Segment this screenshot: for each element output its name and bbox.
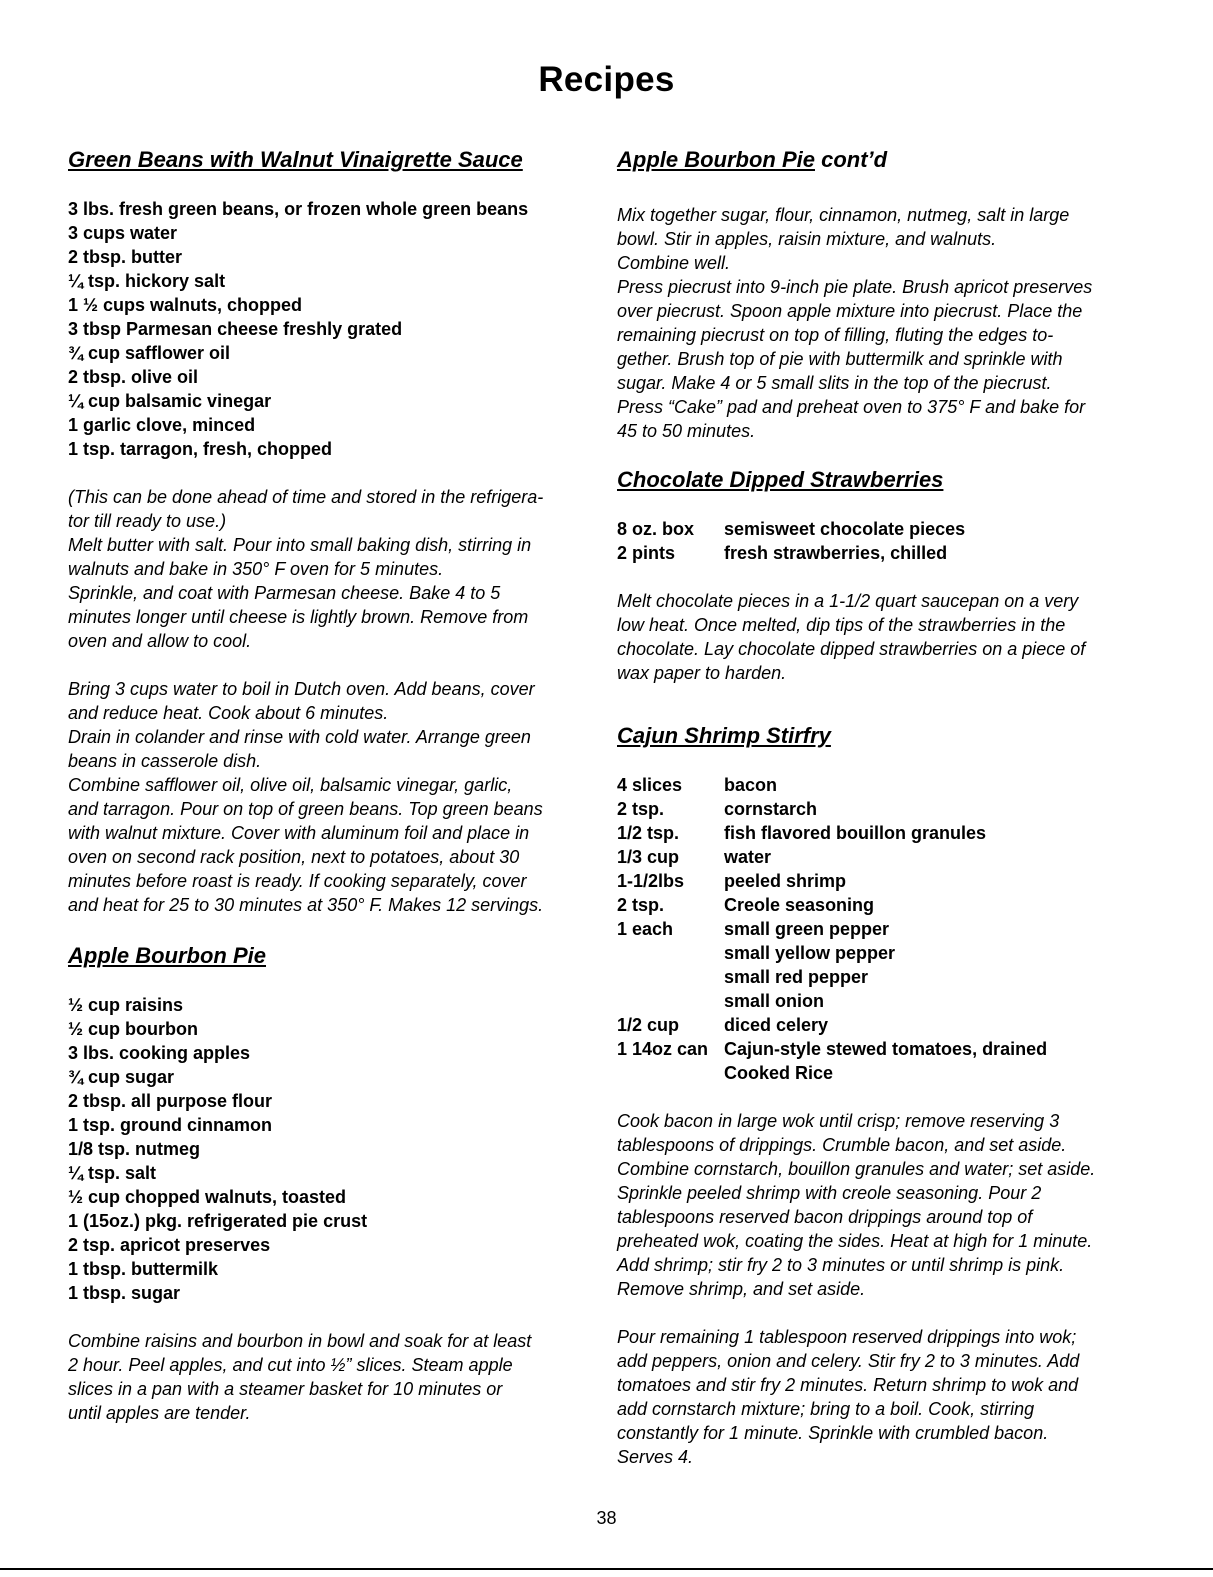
ingredient-item: ¼ cup balsamic vinegar xyxy=(68,391,272,411)
ingredient-quantity: 4 slices xyxy=(617,775,683,795)
ingredient-name: semisweet chocolate pieces xyxy=(724,519,966,539)
instruction-line: remaining piecrust on top of filling, fluting the edges to- xyxy=(617,325,1054,345)
instructions-paragraph xyxy=(68,677,598,917)
ingredient-quantity xyxy=(617,965,724,989)
ingredient-item: 3 cups water xyxy=(68,223,178,243)
ingredient-row xyxy=(617,797,1047,821)
ingredient-item: 1/8 tsp. nutmeg xyxy=(68,1139,201,1159)
instruction-line: Sprinkle, and coat with Parmesan cheese. Bake 4 to 5 xyxy=(68,583,501,603)
instruction-line: Combine raisins and bourbon in bowl and soak for at least xyxy=(68,1331,532,1351)
instruction-line: add cornstarch mixture; bring to a boil. Cook, stirring xyxy=(617,1399,1035,1419)
ingredient-row xyxy=(617,893,1047,917)
instruction-line: tablespoons of drippings. Crumble bacon, and set aside. xyxy=(617,1135,1067,1155)
ingredient-row xyxy=(617,965,1047,989)
instruction-line: Pour remaining 1 tablespoon reserved drippings into wok; xyxy=(617,1327,1077,1347)
instruction-line: Press piecrust into 9-inch pie plate. Brush apricot preserves xyxy=(617,277,1093,297)
instructions-paragraph xyxy=(68,485,598,653)
instructions-paragraph xyxy=(68,1329,598,1425)
instruction-line: and tarragon. Pour on top of green beans. Top green beans xyxy=(68,799,543,819)
instruction-line: sugar. Make 4 or 5 small slits in the top of the piecrust. xyxy=(617,373,1052,393)
ingredient-quantity: 2 tsp. xyxy=(617,799,665,819)
ingredient-name: water xyxy=(724,847,772,867)
instruction-line: tablespoons reserved bacon drippings around top of xyxy=(617,1207,1033,1227)
ingredient-list xyxy=(68,993,598,1305)
instruction-line: oven on second rack position, next to potatoes, about 30 xyxy=(68,847,520,867)
ingredient-quantity: 1/2 cup xyxy=(617,1015,680,1035)
instruction-line: Remove shrimp, and set aside. xyxy=(617,1279,866,1299)
ingredient-row xyxy=(617,1013,1047,1037)
ingredient-row xyxy=(617,845,1047,869)
ingredient-item: 1 tsp. ground cinnamon xyxy=(68,1115,273,1135)
ingredient-name: diced celery xyxy=(724,1015,829,1035)
ingredient-name: small yellow pepper xyxy=(724,943,896,963)
instructions-paragraph xyxy=(617,203,1157,443)
ingredient-row xyxy=(617,1061,1047,1085)
ingredient-row xyxy=(617,821,1047,845)
ingredient-item: 1 tbsp. buttermilk xyxy=(68,1259,219,1279)
instruction-line: slices in a pan with a steamer basket for 10 minutes or xyxy=(68,1379,503,1399)
ingredient-quantity: 1-1/2lbs xyxy=(617,871,685,891)
ingredient-name: small red pepper xyxy=(724,967,869,987)
instruction-line: beans in casserole dish. xyxy=(68,751,262,771)
ingredient-quantity: 1 14oz can xyxy=(617,1039,709,1059)
instruction-line: minutes longer until cheese is lightly brown. Remove from xyxy=(68,607,529,627)
instruction-line: Combine safflower oil, olive oil, balsamic vinegar, garlic, xyxy=(68,775,513,795)
recipe-cajun-shrimp-stirfry xyxy=(617,719,1157,1469)
ingredient-row xyxy=(617,869,1047,893)
recipe-title: Chocolate Dipped Strawberries xyxy=(617,467,944,492)
instruction-line: until apples are tender. xyxy=(68,1403,251,1423)
ingredient-item: 1 garlic clove, minced xyxy=(68,415,256,435)
ingredient-item: ½ cup raisins xyxy=(68,995,184,1015)
ingredient-name: cornstarch xyxy=(724,799,818,819)
recipe-title: Apple Bourbon Pie cont’d xyxy=(617,147,888,172)
recipe-title: Cajun Shrimp Stirfry xyxy=(617,723,831,748)
instruction-line: 2 hour. Peel apples, and cut into ½” slices. Steam apple xyxy=(68,1355,513,1375)
ingredient-list xyxy=(68,197,598,461)
instruction-line: add peppers, onion and celery. Stir fry 2 to 3 minutes. Add xyxy=(617,1351,1080,1371)
instruction-line: 45 to 50 minutes. xyxy=(617,421,756,441)
recipe-green-beans xyxy=(68,143,598,917)
instruction-line: Combine well. xyxy=(617,253,731,273)
ingredient-item: ¾ cup sugar xyxy=(68,1067,175,1087)
instruction-line: Melt butter with salt. Pour into small baking dish, stirring in xyxy=(68,535,532,555)
ingredient-quantity xyxy=(617,989,724,1013)
instruction-line: wax paper to harden. xyxy=(617,663,787,683)
instruction-line: preheated wok, coating the sides. Heat at high for 1 minute. xyxy=(617,1231,1093,1251)
ingredient-row xyxy=(617,989,1047,1013)
instruction-line: with walnut mixture. Cover with aluminum foil and place in xyxy=(68,823,530,843)
instructions-paragraph xyxy=(617,1109,1157,1301)
ingredient-item: 2 tbsp. butter xyxy=(68,247,183,267)
ingredient-row xyxy=(617,773,1047,797)
instruction-line: Mix together sugar, flour, cinnamon, nutmeg, salt in large xyxy=(617,205,1070,225)
ingredient-quantity: 2 pints xyxy=(617,543,676,563)
ingredient-quantity: 1/2 tsp. xyxy=(617,823,680,843)
ingredient-name: bacon xyxy=(724,775,778,795)
ingredient-name: Cooked Rice xyxy=(724,1063,834,1083)
ingredient-item: ¼ tsp. hickory salt xyxy=(68,271,226,291)
instruction-line: gether. Brush top of pie with buttermilk and sprinkle with xyxy=(617,349,1063,369)
ingredient-item: 3 lbs. cooking apples xyxy=(68,1043,251,1063)
ingredient-name: small green pepper xyxy=(724,919,890,939)
recipe-title: Green Beans with Walnut Vinaigrette Sauce xyxy=(68,147,523,172)
ingredient-quantity: 1 each xyxy=(617,919,674,939)
instruction-line: and reduce heat. Cook about 6 minutes. xyxy=(68,703,389,723)
ingredient-item: 2 tbsp. all purpose flour xyxy=(68,1091,273,1111)
ingredient-item: ½ cup chopped walnuts, toasted xyxy=(68,1187,347,1207)
ingredient-item: 1 ½ cups walnuts, chopped xyxy=(68,295,303,315)
instruction-line: Melt chocolate pieces in a 1-1/2 quart saucepan on a very xyxy=(617,591,1079,611)
instruction-line: Press “Cake” pad and preheat oven to 375° F and bake for xyxy=(617,397,1086,417)
recipe-chocolate-dipped-strawberries xyxy=(617,463,1157,685)
recipe-apple-bourbon-pie-continued xyxy=(617,143,1157,443)
ingredient-table xyxy=(617,517,965,565)
ingredient-item: 1 tsp. tarragon, fresh, chopped xyxy=(68,439,333,459)
instruction-line: chocolate. Lay chocolate dipped strawberries on a piece of xyxy=(617,639,1086,659)
right-column xyxy=(617,143,1157,1469)
ingredient-quantity: 1/3 cup xyxy=(617,847,680,867)
ingredient-item: ½ cup bourbon xyxy=(68,1019,198,1039)
instruction-line: oven and allow to cool. xyxy=(68,631,252,651)
ingredient-item: 3 lbs. fresh green beans, or frozen whole green beans xyxy=(68,199,529,219)
ingredient-item: 2 tbsp. olive oil xyxy=(68,367,199,387)
instruction-line: Sprinkle peeled shrimp with creole seasoning. Pour 2 xyxy=(617,1183,1042,1203)
instruction-line: tomatoes and stir fry 2 minutes. Return shrimp to wok and xyxy=(617,1375,1079,1395)
bottom-rule xyxy=(0,1568,1213,1570)
ingredient-quantity xyxy=(617,941,724,965)
ingredient-quantity: 2 tsp. xyxy=(617,895,665,915)
instructions-paragraph xyxy=(617,589,1157,685)
ingredient-item: 2 tsp. apricot preserves xyxy=(68,1235,271,1255)
ingredient-name: Creole seasoning xyxy=(724,895,875,915)
ingredient-name: small onion xyxy=(724,991,825,1011)
page-number: 38 xyxy=(596,1508,617,1528)
instruction-line: Drain in colander and rinse with cold water. Arrange green xyxy=(68,727,531,747)
instruction-line: over piecrust. Spoon apple mixture into piecrust. Place the xyxy=(617,301,1083,321)
recipe-title: Apple Bourbon Pie xyxy=(68,943,266,968)
ingredient-row xyxy=(617,941,1047,965)
instruction-line: tor till ready to use.) xyxy=(68,511,227,531)
instruction-line: Serves 4. xyxy=(617,1447,694,1467)
instruction-line: (This can be done ahead of time and stored in the refrigera- xyxy=(68,487,544,507)
instructions-paragraph xyxy=(617,1325,1157,1469)
ingredient-item: 1 tbsp. sugar xyxy=(68,1283,181,1303)
instruction-line: minutes before roast is ready. If cooking separately, cover xyxy=(68,871,527,891)
page-title: Recipes xyxy=(538,60,675,99)
instruction-line: low heat. Once melted, dip tips of the strawberries in the xyxy=(617,615,1066,635)
ingredient-name: Cajun-style stewed tomatoes, drained xyxy=(724,1039,1048,1059)
instruction-line: and heat for 25 to 30 minutes at 350° F. Makes 12 servings. xyxy=(68,895,544,915)
ingredient-item: ¾ cup safflower oil xyxy=(68,343,231,363)
ingredient-row xyxy=(617,541,965,565)
instruction-line: constantly for 1 minute. Sprinkle with crumbled bacon. xyxy=(617,1423,1049,1443)
instruction-line: Add shrimp; stir fry 2 to 3 minutes or until shrimp is pink. xyxy=(617,1255,1065,1275)
ingredient-table xyxy=(617,773,1047,1085)
instruction-line: Combine cornstarch, bouillon granules and water; set aside. xyxy=(617,1159,1096,1179)
instruction-line: walnuts and bake in 350° F oven for 5 minutes. xyxy=(68,559,444,579)
recipe-apple-bourbon-pie xyxy=(68,939,598,1425)
ingredient-item: 3 tbsp Parmesan cheese freshly grated xyxy=(68,319,403,339)
ingredient-row xyxy=(617,917,1047,941)
ingredient-name: fresh strawberries, chilled xyxy=(724,543,948,563)
ingredient-row xyxy=(617,1037,1047,1061)
instruction-line: bowl. Stir in apples, raisin mixture, and walnuts. xyxy=(617,229,997,249)
instruction-line: Bring 3 cups water to boil in Dutch oven. Add beans, cover xyxy=(68,679,535,699)
ingredient-name: fish flavored bouillon granules xyxy=(724,823,987,843)
ingredient-item: ¼ tsp. salt xyxy=(68,1163,157,1183)
instruction-line: Cook bacon in large wok until crisp; remove reserving 3 xyxy=(617,1111,1060,1131)
ingredient-quantity xyxy=(617,1061,724,1085)
ingredient-name: peeled shrimp xyxy=(724,871,847,891)
ingredient-row xyxy=(617,517,965,541)
ingredient-item: 1 (15oz.) pkg. refrigerated pie crust xyxy=(68,1211,368,1231)
left-column xyxy=(68,143,598,1425)
ingredient-quantity: 8 oz. box xyxy=(617,519,695,539)
